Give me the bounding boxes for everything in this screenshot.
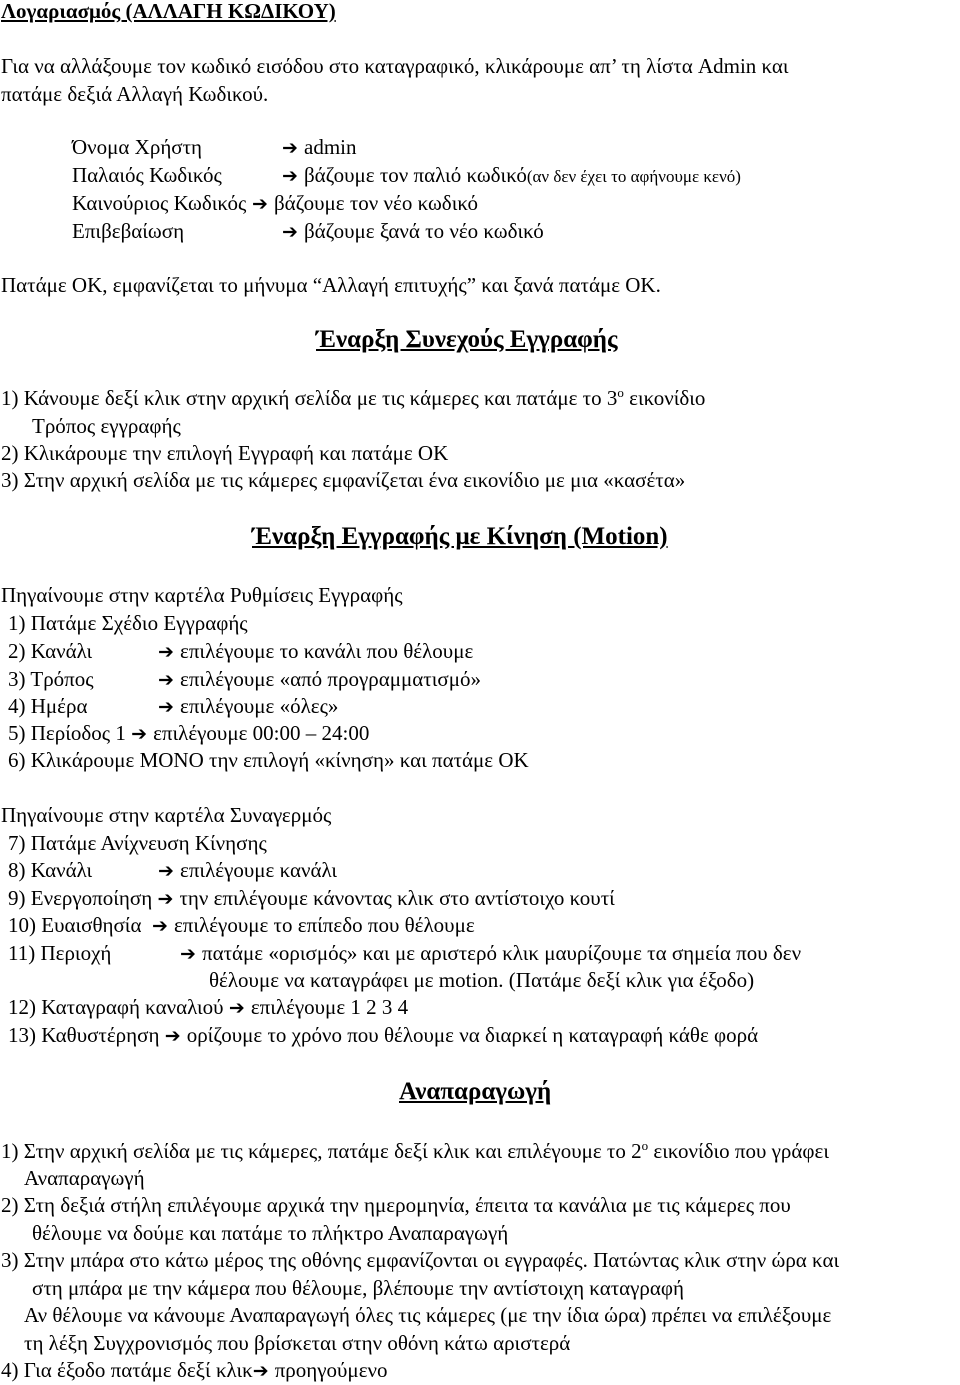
field-note: (αν δεν έχει το αφήνουμε κενό) [526,167,741,186]
list-item: 5) Περίοδος 1 ➔ επιλέγουμε 00:00 – 24:00 [8,721,370,745]
list-item: 4) Για έξοδο πατάμε δεξί κλικ➔ προηγούμενο [1,1358,388,1382]
arrow-right-icon: ➔ [158,861,174,882]
section-title-motion-recording: Έναρξη Εγγραφής με Κίνηση (Motion) [252,523,668,550]
list-item-label: 11) Περιοχή [8,941,112,965]
arrow-right-icon: ➔ [252,1361,269,1382]
field-label-new-password: Καινούριος Κωδικός [72,191,247,215]
arrow-right-icon: ➔ [131,724,147,745]
list-item: 7) Πατάμε Ανίχνευση Κίνησης [8,831,267,855]
list-item: 1) Κάνουμε δεξί κλικ στην αρχική σελίδα με τις κάμερες και πατάμε το $3^o$ εικονίδιο [1,385,706,410]
list-item-value: ➔ επιλέγουμε «όλες» [158,694,339,718]
list-item-value: ➔ επιλέγουμε το κανάλι που θέλουμε [158,639,474,663]
list-item: 12) Καταγραφή καναλιού ➔ επιλέγουμε 1 2 3 4 [8,995,409,1019]
list-item: 2) Στη δεξιά στήλη επιλέγουμε αρχικά την ημερομηνία, έπειτα τα κανάλια με τις κάμερες που [1,1193,791,1217]
arrow-right-icon: ➔ [151,916,168,937]
paragraph-line: Για να αλλάξουμε τον κωδικό εισόδου στο καταγραφικό, κλικάρουμε απ’ τη λίστα Admin και [1,54,789,78]
arrow-right-icon: ➔ [164,1026,181,1047]
list-item: 1) Στην αρχική σελίδα με τις κάμερες, πατάμε δεξί κλικ και επιλέγουμε το $2^o$ εικονίδιο που γράφει [1,1138,830,1163]
arrow-right-icon: ➔ [282,222,298,243]
paragraph-line: Πηγαίνουμε στην καρτέλα Ρυθμίσεις Εγγραφής [1,583,403,607]
arrow-right-icon: ➔ [282,166,298,187]
field-label-old-password: Παλαιός Κωδικός [72,163,222,187]
list-item-continuation: Αν θέλουμε να κάνουμε Αναπαραγωγή όλες τις κάμερες (με την ίδια ώρα) πρέπει να επιλέξουμε [24,1303,832,1327]
field-label-username: Όνομα Χρήστη [72,135,203,159]
list-item-label: 2) Κανάλι [8,639,93,663]
paragraph-line: πατάμε δεξιά Αλλαγή Κωδικού. [1,82,269,106]
section-title-playback: Αναπαραγωγή [399,1078,552,1105]
field-value-new-password: ➔ βάζουμε τον νέο κωδικό [252,191,478,215]
list-item-label: 8) Κανάλι [8,858,93,882]
list-item: 3) Στην αρχική σελίδα με τις κάμερες εμφανίζεται ένα εικονίδιο με μια «κασέτα» [1,468,686,492]
list-item: 10) Ευαισθησία ➔ επιλέγουμε το επίπεδο που θέλουμε [8,913,475,937]
list-item-value: ➔ πατάμε «ορισμός» και με αριστερό κλικ μαυρίζουμε τα σημεία που δεν [180,941,802,965]
arrow-right-icon: ➔ [252,194,268,215]
list-item: 2) Κλικάρουμε την επιλογή Εγγραφή και πατάμε ΟΚ [1,441,449,465]
field-value-username: ➔ admin [282,135,357,159]
field-label-confirm: Επιβεβαίωση [72,219,185,243]
list-item: 13) Καθυστέρηση ➔ ορίζουμε το χρόνο που θέλουμε να διαρκεί η καταγραφή κάθε φορά [8,1023,759,1047]
list-item-continuation: θέλουμε να καταγράφει με motion. (Πατάμε δεξί κλικ για έξοδο) [209,968,755,992]
list-item: 3) Στην μπάρα στο κάτω μέρος της οθόνης εμφανίζονται οι εγγραφές. Πατώντας κλικ στην ώρα και [1,1248,840,1272]
list-item-continuation: Αναπαραγωγή [24,1166,145,1190]
list-item-continuation: τη λέξη Συγχρονισμός που βρίσκεται στην οθόνη κάτω αριστερά [24,1331,571,1355]
list-item-continuation: στη μπάρα με την κάμερα που θέλουμε, βλέπουμε την αντίστοιχη καταγραφή [32,1276,685,1300]
list-item: 9) Ενεργοποίηση ➔ την επιλέγουμε κάνοντας κλικ στο αντίστοιχο κουτί [8,886,615,910]
arrow-right-icon: ➔ [158,642,174,663]
arrow-right-icon: ➔ [158,697,174,718]
section-title-account: Λογαριασμός (ΑΛΛΑΓΗ ΚΩΔΙΚΟΥ) [1,0,336,23]
arrow-right-icon: ➔ [180,944,196,965]
list-item-label: 3) Τρόπος [8,667,94,691]
arrow-right-icon: ➔ [158,670,174,691]
list-item: 6) Κλικάρουμε ΜΟΝΟ την επιλογή «κίνηση» και πατάμε ΟΚ [8,748,529,772]
field-value-old-password: ➔ βάζουμε τον παλιό κωδικό(αν δεν έχει το αφήνουμε κενό) [282,163,741,187]
arrow-right-icon: ➔ [228,998,245,1019]
field-value-confirm: ➔ βάζουμε ξανά το νέο κωδικό [282,219,544,243]
list-item-label: 4) Ημέρα [8,694,88,718]
list-item-value: ➔ επιλέγουμε «από προγραμματισμό» [158,667,481,691]
section-title-continuous-recording: Έναρξη Συνεχούς Εγγραφής [316,326,618,353]
paragraph-line: Πατάμε ΟΚ, εμφανίζεται το μήνυμα “Αλλαγή επιτυχής” και ξανά πατάμε ΟΚ. [1,273,661,297]
list-item-continuation: θέλουμε να δούμε και πατάμε το πλήκτρο Αναπαραγωγή [32,1221,509,1245]
paragraph-line: Πηγαίνουμε στην καρτέλα Συναγερμός [1,803,332,827]
list-item-value: ➔ επιλέγουμε κανάλι [158,858,338,882]
arrow-right-icon: ➔ [157,889,174,910]
arrow-right-icon: ➔ [282,138,298,159]
list-item: 1) Πατάμε Σχέδιο Εγγραφής [8,611,248,635]
list-item-continuation: Τρόπος εγγραφής [32,414,181,438]
